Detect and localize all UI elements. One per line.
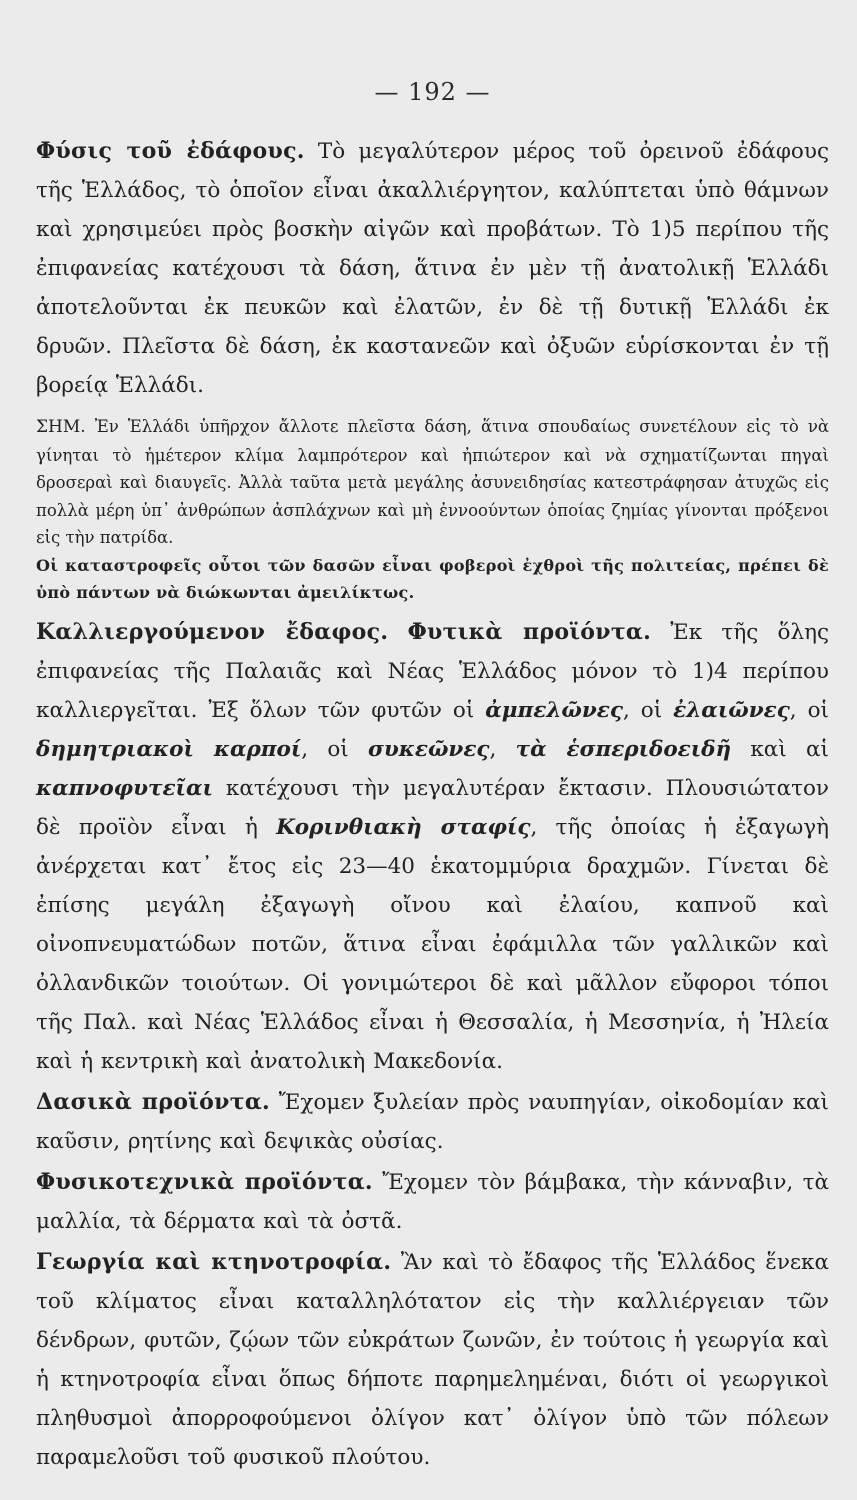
- paragraph-soil-nature: [36, 132, 829, 405]
- heading-plant-products: Φυτικὰ προϊόντα.: [407, 618, 652, 645]
- heading-agriculture: Γεωργία καὶ κτηνοτροφία.: [36, 1248, 392, 1275]
- emphasis-fig-groves: συκεῶνες: [368, 736, 490, 762]
- note-bold-text: Οἱ καταστροφεῖς οὗτοι τῶν δασῶν εἶναι φοβεροὶ ἐχθροὶ τῆς πολιτείας, πρέπει δὲ ὑπὸ πάντων νὰ διώκωνται ἀμειλίκτως.: [36, 555, 829, 602]
- paragraph-text: κατέχουσι τὴν μεγαλυτέραν ἔκτασιν. Πλουσιώτατον δὲ προϊὸν εἶναι ἡ: [36, 775, 829, 840]
- emphasis-citrus: τὰ ἑσπεριδοειδῆ: [515, 736, 732, 762]
- emphasis-vineyards: ἀμπελῶνες: [485, 697, 623, 723]
- emphasis-olive-groves: ἐλαιῶνες: [673, 697, 790, 723]
- heading-cultivated-land: Καλλιεργούμενον ἔδαφος.: [36, 618, 389, 645]
- paragraph-text: , τῆς ὁποίας ἡ ἐξαγωγὴ ἀνέρχεται κατ᾽ ἔτος εἰς 23—40 ἑκατομμύρια δραχμῶν. Γίνεται δὲ ἐπίσης μεγάλη ἐξαγωγὴ οἴνου καὶ ἐλαίου, καπνοῦ καὶ οἰνοπνευματώδων ποτῶν, ἅτινα εἶναι ἐφάμιλλα τῶν γαλλικῶν καὶ ὀλλανδικῶν τοιούτων. Οἱ γονιμώτεροι δὲ καὶ μᾶλλον εὔφοροι τόποι τῆς Παλ. καὶ Νέας Ἑλλάδος εἶναι ἡ Θεσσαλία, ἡ Μεσσηνία, ἡ Ἠλεία καὶ ἡ κεντρικὴ καὶ ἀνατολικὴ Μακεδονία.: [36, 814, 829, 1074]
- heading-industrial-products: Φυσικοτεχνικὰ προϊόντα.: [36, 1168, 373, 1195]
- emphasis-cereals: δημητριακοὶ καρποί: [36, 736, 302, 762]
- paragraph-agriculture: [36, 1243, 829, 1477]
- paragraph-text: Ἔχομεν τὸν βάμβακα, τὴν κάνναβιν, τὰ μαλλία, τὰ δέρματα καὶ τὰ ὀστᾶ.: [36, 1169, 829, 1234]
- paragraph-text: Ἂν καὶ τὸ ἔδαφος τῆς Ἑλλάδος ἕνεκα τοῦ κλίματος εἶναι καταλληλότατον εἰς τὴν καλλιέργειαν τῶν δένδρων, φυτῶν, ζῴων τῶν εὐκράτων ζωνῶν, ἐν τούτοις ἡ γεωργία καὶ ἡ κτηνοτροφία εἶναι ὅπως δήποτε παρημελημέναι, διότι οἱ γεωργικοὶ πληθυσμοὶ ἀπορροφούμενοι ὀλίγον κατ᾽ ὀλίγον ὑπὸ τῶν πόλεων παραμελοῦσι τοῦ φυσικοῦ πλούτου.: [36, 1249, 829, 1470]
- heading-forest-products: Δασικὰ προϊόντα.: [36, 1088, 271, 1115]
- paragraph-industrial-products: [36, 1163, 829, 1241]
- paragraph-text: , οἱ: [301, 736, 368, 762]
- paragraph-text: ,: [489, 736, 516, 762]
- paragraph-forest-products: [36, 1083, 829, 1161]
- paragraph-text: Ἐκ τῆς ὅλης ἐπιφανείας τῆς Παλαιᾶς καὶ Νέας Ἑλλάδος μόνον τὸ 1)4 περίπου καλλιεργεῖται. Ἐξ ὅλων τῶν φυτῶν οἱ: [36, 619, 829, 723]
- emphasis-tobacco: καπνοφυτεῖαι: [36, 775, 213, 801]
- paragraph-cultivated-land: [36, 613, 829, 1081]
- page-number: — 192 —: [374, 78, 491, 106]
- note-text: Ἐν Ἑλλάδι ὑπῆρχον ἄλλοτε πλεῖστα δάση, ἅτινα σπουδαίως συνετέλουν εἰς τὸ νὰ γίνηται τὸ ἡμέτερον κλίμα λαμπρότερον καὶ ἠπιώτερον καὶ νὰ σχηματίζωνται πηγαὶ δροσεραὶ καὶ διαυγεῖς. Ἀλλὰ ταῦτα μετὰ μεγάλης ἀσυνειδησίας κατεστράφησαν ἀτυχῶς εἰς πολλὰ μέρη ὑπ᾽ ἀνθρώπων ἀσπλάχνων καὶ μὴ ἐννοούντων ὁποίας ζημίας γίνονται πρόξενοι εἰς τὴν πατρίδα.: [36, 417, 829, 547]
- paragraph-text: Ἔχομεν ξυλείαν πρὸς ναυπηγίαν, οἰκοδομίαν καὶ καῦσιν, ρητίνης καὶ δεψικὰς οὐσίας.: [36, 1089, 829, 1154]
- note-prefix: ΣΗΜ.: [36, 417, 86, 437]
- paragraph-text: , οἱ: [789, 697, 829, 723]
- note-forests: [36, 405, 829, 607]
- paragraph-text: καὶ αἱ: [731, 736, 829, 762]
- emphasis-currant: Κορινθιακὴ σταφίς: [276, 814, 531, 840]
- heading-soil-nature: Φύσις τοῦ ἐδάφους.: [36, 138, 305, 164]
- paragraph-text: Τὸ μεγαλύτερον μέρος τοῦ ὀρεινοῦ ἐδάφους τῆς Ἑλλάδος, τὸ ὁποῖον εἶναι ἀκαλλιέργητον, καλύπτεται ὑπὸ θάμνων καὶ χρησιμεύει πρὸς βοσκὴν αἰγῶν καὶ προβάτων. Τὸ 1)5 περίπου τῆς ἐπιφανείας κατέχουσι τὰ δάση, ἅτινα ἐν μὲν τῇ ἀνατολικῇ Ἑλλάδι ἀποτελοῦνται ἐκ πευκῶν καὶ ἐλατῶν, ἐν δὲ τῇ δυτικῇ Ἑλλάδι ἐκ δρυῶν. Πλεῖστα δὲ δάση, ἐκ καστανεῶν καὶ ὀξυῶν εὑρίσκονται ἐν τῇ βορείᾳ Ἑλλάδι.: [36, 139, 829, 398]
- paragraph-text: , οἱ: [622, 697, 674, 723]
